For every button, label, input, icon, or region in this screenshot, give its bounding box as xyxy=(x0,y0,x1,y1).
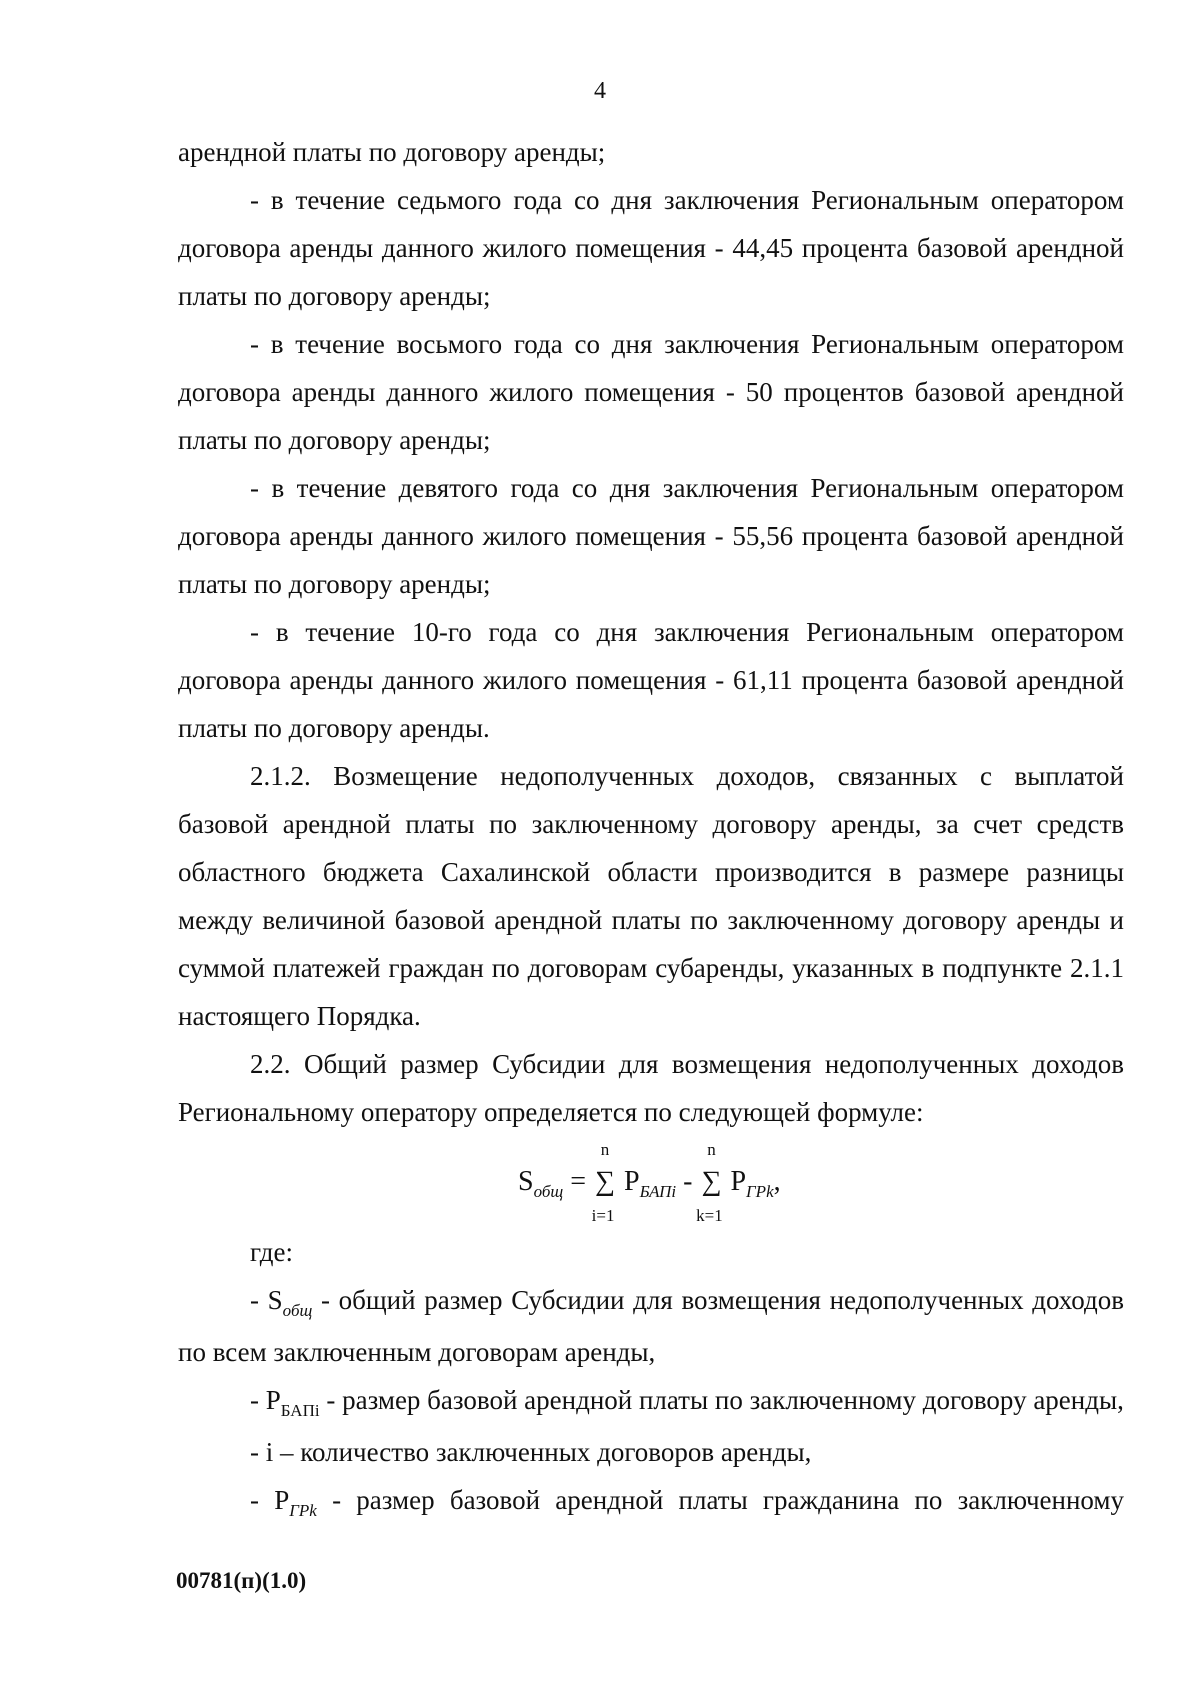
list-item-eighth-year: - в течение восьмого года со дня заключения Региональным оператором договора аренды данного жилого помещения - 50 процентов базовой арендной платы по договору аренды; xyxy=(178,329,1124,455)
document-code: 00781(п)(1.0) xyxy=(176,1568,307,1593)
formula-equals: = xyxy=(563,1166,594,1197)
sum-1-upper: n xyxy=(600,1140,610,1159)
where-label: где: xyxy=(250,1237,293,1267)
definition-s-total: - $S_{общ}$ - общий размер Субсидии для возмещения недополученных доходов по всем заключенным договорам аренды, xyxy=(178,1285,1124,1367)
definition-i: - i – количество заключенных договоров аренды, xyxy=(250,1437,812,1467)
definition-p-bap: - $P_{БАПi}$ - размер базовой арендной платы по заключенному договору аренды, xyxy=(250,1385,1124,1420)
formula-p2: P xyxy=(730,1166,747,1197)
formula-p1-subscript: БАПi xyxy=(639,1182,677,1201)
formula-s-subscript: общ xyxy=(533,1182,564,1201)
formula-minus: - xyxy=(676,1166,700,1197)
subsidy-formula xyxy=(178,1136,1124,1228)
sum-2-lower: k=1 xyxy=(696,1206,723,1225)
document-body xyxy=(178,128,1124,1528)
paragraph-continuation: арендной платы по договору аренды; xyxy=(178,137,606,167)
page-number: 4 xyxy=(594,78,606,104)
list-item-seventh-year: - в течение седьмого года со дня заключения Региональным оператором договора аренды данного жилого помещения - 44,45 процента базовой арендной платы по договору аренды; xyxy=(178,185,1124,311)
sum-1-lower: i=1 xyxy=(591,1206,615,1225)
formula-p1: P xyxy=(624,1166,640,1197)
formula-p2-subscript: ГPk xyxy=(746,1182,774,1201)
sum-symbol-1: n ∑ i=1 xyxy=(595,1158,615,1206)
list-item-tenth-year: - в течение 10-го года со дня заключения Региональным оператором договора аренды данного жилого помещения - 61,11 процента базовой арендной платы по договору аренды. xyxy=(178,617,1124,743)
clause-2-1-2: 2.1.2. Возмещение недополученных доходов, связанных с выплатой базовой арендной платы по заключенному договору аренды, за счет средств областного бюджета Сахалинской области производится в размере разницы между величиной базовой арендной платы по заключенному договору аренды и суммой платежей граждан по договорам субаренды, указанных в подпункте 2.1.1 настоящего Порядка. xyxy=(178,761,1124,1031)
list-item-ninth-year: - в течение девятого года со дня заключения Региональным оператором договора аренды данного жилого помещения - 55,56 процента базовой арендной платы по договору аренды; xyxy=(178,473,1124,599)
sum-symbol-2: n ∑ k=1 xyxy=(701,1158,721,1206)
definition-p-gr: - $P_{ГPk}$ - размер базовой арендной платы гражданина по заключенному xyxy=(250,1485,1124,1520)
formula-comma: , xyxy=(773,1166,781,1197)
clause-2-2: 2.2. Общий размер Субсидии для возмещения недополученных доходов Региональному оператору определяется по следующей формуле: xyxy=(178,1049,1124,1127)
formula-s: S xyxy=(518,1166,534,1197)
sum-2-upper: n xyxy=(707,1140,716,1159)
